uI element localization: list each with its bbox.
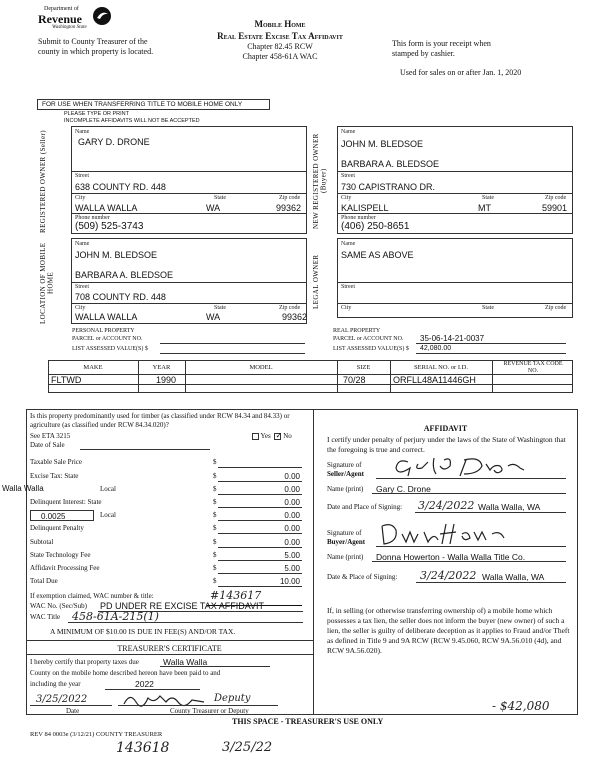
personal-assessed-line[interactable]: [160, 353, 305, 354]
seller-date-place-label: Date and Place of Signing:: [327, 503, 403, 511]
processing-fee-label: Affidavit Processing Fee: [30, 564, 100, 572]
chapter-refs: [240, 42, 320, 62]
seller-name-print-label: Name (print): [327, 485, 364, 493]
buyer-name-label: Name: [341, 129, 356, 135]
col-model-header: MODEL: [249, 364, 273, 371]
buyer-sig-label-2: Buyer/Agent: [327, 538, 366, 546]
legal-name-field[interactable]: SAME AS ABOVE: [341, 250, 414, 260]
taxable-sale-label: Taxable Sale Price: [30, 458, 82, 466]
seller-phone-field[interactable]: (509) 525-3743: [75, 221, 144, 232]
personal-parcel-line[interactable]: [160, 343, 305, 344]
minimum-note: A MINIMUM OF $10.00 IS DUE IN FEE(S) AND/OR TAX.: [50, 627, 236, 636]
buyer-date-place-label: Date & Place of Signing:: [327, 573, 398, 581]
seller-city-label: City: [75, 195, 86, 201]
seller-zip-field[interactable]: 99362: [276, 203, 302, 213]
treasurer-date[interactable]: 3/25/2022: [36, 694, 88, 705]
treasurer-county[interactable]: Walla Walla: [163, 657, 208, 667]
chapter-rcw: Chapter 82.45 RCW: [247, 42, 313, 51]
col-make-header: MAKE: [83, 364, 103, 371]
exemption-number[interactable]: #143617: [210, 589, 262, 602]
submit-line-2: county in which property is located.: [38, 47, 154, 56]
receipt-note: [392, 39, 491, 59]
logo-revenue-line: Revenue: [38, 12, 82, 26]
treasurer-use-only: THIS SPACE - TREASURER'S USE ONLY: [232, 717, 384, 726]
submit-line-1: Submit to County Treasurer of the: [38, 37, 148, 46]
treasurer-line-3: including the year: [30, 680, 81, 688]
real-assessed-label: LIST ASSESSED VALUE(S) $: [333, 346, 409, 352]
dor-logo: [38, 6, 118, 34]
buyer-zip-label: Zip code: [545, 195, 567, 201]
seller-name-field[interactable]: GARY D. DRONE: [78, 137, 150, 147]
delinquent-local-amount[interactable]: 0.00: [284, 511, 300, 520]
legal-name-label: Name: [341, 241, 356, 247]
incomplete-note: INCOMPLETE AFFIDAVITS WILL NOT BE ACCEPTED: [64, 118, 200, 124]
delinquent-state-label: Delinquent Interest: State: [30, 498, 102, 506]
seller-sign-date[interactable]: 3/24/2022: [418, 499, 475, 512]
real-parcel-label: PARCEL or ACCOUNT NO.: [333, 336, 404, 342]
col-size-header: SIZE: [356, 364, 371, 371]
date-of-sale-line[interactable]: [80, 449, 210, 450]
delinquent-local-label: Local: [100, 511, 116, 519]
buyer-state-field[interactable]: MT: [478, 203, 491, 213]
location-name-label: Name: [75, 241, 90, 247]
fraud-notice: If, in selling (or otherwise transferring ownership of) a mobile home which possesses a tax lien, the seller does not inform the buyer (new owner) of such a lien, the seller is guilty of deliberate deception as it applies to Fraud and/or Theft as defined in Title 9 and 9A RCW (RCW 9.45.060, RCW 9A.56.010 (4d), and RCW 9A.56.020).: [327, 606, 570, 655]
timber-options: [250, 432, 292, 440]
serial-cell[interactable]: ORFLL48A11446GH: [393, 375, 476, 385]
buyer-state-label: State: [482, 195, 494, 201]
delinquent-penalty-label: Delinquent Penalty: [30, 524, 84, 532]
buyer-name2-field[interactable]: BARBARA A. BLEDSOE: [341, 159, 440, 169]
affidavit-certify: I certify under penalty of perjury under the laws of the State of Washington that the foregoing is true and correct.: [327, 435, 566, 454]
affidavit-heading: AFFIDAVIT: [423, 424, 468, 433]
treasurer-heading: TREASURER'S CERTIFICATE: [117, 644, 222, 653]
real-parcel-field[interactable]: 35-06-14-21-0037: [420, 334, 485, 343]
seller-zip-label: Zip code: [279, 195, 301, 201]
personal-parcel-label: PARCEL or ACCOUNT NO.: [72, 336, 143, 342]
buyer-city-field[interactable]: KALISPELL: [341, 203, 389, 213]
buyer-signature[interactable]: [376, 520, 516, 548]
legal-city-label: City: [341, 305, 352, 311]
real-property-label: REAL PROPERTY: [333, 328, 381, 334]
seller-phone-label: Phone number: [75, 215, 110, 221]
tech-fee-amount[interactable]: 5.00: [284, 551, 300, 560]
exemption-label: If exemption claimed, WAC number & title:: [30, 592, 154, 600]
treasurer-deputy-hand: Deputy: [214, 693, 251, 704]
receipt-line-2: stamped by cashier.: [392, 49, 455, 58]
title-line-1: Mobile Home: [254, 19, 306, 29]
seller-sign-place[interactable]: Walla Walla, WA: [478, 502, 541, 512]
handwritten-date: 3/25/22: [222, 740, 273, 755]
delinquent-penalty-amount[interactable]: 0.00: [284, 524, 300, 533]
legal-street-label: Street: [341, 284, 355, 290]
buyer-zip-field[interactable]: 59901: [542, 203, 568, 213]
location-label: LOCATION OF MOBILE HOME: [39, 242, 55, 324]
size-cell[interactable]: 70/28: [343, 375, 366, 385]
location-street-label: Street: [75, 284, 89, 290]
buyer-name-print-label: Name (print): [327, 553, 364, 561]
buyer-name-print[interactable]: Donna Howerton - Walla Walla Title Co.: [376, 552, 526, 562]
buyer-sign-date[interactable]: 3/24/2022: [420, 569, 477, 582]
legal-state-label: State: [482, 305, 494, 311]
make-cell[interactable]: FLTWD: [51, 375, 82, 385]
logo-state-line: Washington State: [52, 25, 87, 30]
timber-no-label: No: [283, 432, 292, 440]
buyer-phone-label: Phone number: [341, 215, 376, 221]
col-year-header: YEAR: [152, 364, 171, 371]
chapter-wac: Chapter 458-61A WAC: [242, 52, 318, 61]
personal-property-label: PERSONAL PROPERTY: [72, 328, 135, 334]
form-title: [200, 18, 360, 42]
legal-owner-label: LEGAL OWNER: [312, 254, 320, 310]
location-city-field[interactable]: WALLA WALLA: [75, 312, 138, 322]
excise-local-label: Local: [100, 485, 116, 493]
location-state-field[interactable]: WA: [206, 312, 221, 322]
treasurer-year[interactable]: 2022: [135, 679, 154, 689]
seller-name-label: Name: [75, 129, 90, 135]
delinquent-state-amount[interactable]: 0.00: [284, 498, 300, 507]
local-rate-value: 0.0025: [41, 512, 66, 521]
seller-city-field[interactable]: WALLA WALLA: [75, 203, 138, 213]
taxable-sale-line[interactable]: [218, 467, 302, 468]
tech-fee-label: State Technology Fee: [30, 551, 91, 559]
seller-name-print[interactable]: Gary C. Drone: [376, 484, 431, 494]
logo-dept-line: Department of: [44, 6, 79, 12]
buyer-sig-label: [327, 529, 365, 547]
type-print-note: PLEASE TYPE OR PRINT: [64, 111, 130, 117]
legal-zip-label: Zip code: [545, 305, 567, 311]
seller-sig-label-1: Signature of: [327, 461, 362, 469]
local-name-overflow: Walla Walla: [2, 484, 44, 493]
treasurer-deputy-label: County Treasurer or Deputy: [170, 707, 249, 715]
timber-yes-checkbox[interactable]: [252, 433, 259, 440]
new-registered-owner-label: NEW REGISTERED OWNER (Buyer): [312, 133, 328, 229]
seller-sig-label: [327, 461, 364, 479]
location-city-label: City: [75, 305, 86, 311]
treasurer-line-1: I hereby certify that property taxes due: [30, 658, 139, 666]
location-street-field[interactable]: 708 COUNTY RD. 448: [75, 292, 166, 302]
personal-assessed-label: LIST ASSESSED VALUE(S) $: [72, 346, 148, 352]
wac-title-label: WAC Title: [30, 613, 61, 621]
wac-no-label: WAC No. (Sec/Sub): [30, 602, 87, 610]
processing-fee-amount[interactable]: 5.00: [284, 564, 300, 573]
registered-owner-label: REGISTERED OWNER (Seller): [39, 130, 47, 234]
seller-street-field[interactable]: 638 COUNTY RD. 448: [75, 182, 166, 192]
treasurer-line-2: County on the mobile home described hereon have been paid to and: [30, 669, 221, 677]
buyer-street-field[interactable]: 730 CAPISTRANO DR.: [341, 182, 436, 192]
buyer-phone-field[interactable]: (406) 250-8651: [341, 221, 410, 232]
timber-yes-label: Yes: [260, 432, 271, 440]
subtotal-amount[interactable]: 0.00: [284, 538, 300, 547]
buyer-name1-field[interactable]: JOHN M. BLEDSOE: [341, 139, 424, 149]
treasurer-date-label: Date: [66, 707, 80, 715]
buyer-sign-place[interactable]: Walla Walla, WA: [482, 572, 545, 582]
real-assessed-field[interactable]: 42,080.00: [420, 345, 452, 352]
total-due-label: Total Due: [30, 577, 58, 585]
location-name1-field[interactable]: JOHN M. BLEDSOE: [75, 250, 158, 260]
year-cell[interactable]: 1990: [156, 375, 177, 385]
col-taxcode-header: REVENUE TAX CODE NO.: [503, 361, 563, 374]
seller-state-field[interactable]: WA: [206, 203, 221, 213]
date-of-sale-label: Date of Sale: [30, 441, 65, 449]
total-due-amount[interactable]: 10.00: [279, 577, 300, 586]
buyer-city-label: City: [341, 195, 352, 201]
see-eta: See ETA 3215: [30, 432, 71, 440]
receipt-line-1: This form is your receipt when: [392, 39, 491, 48]
form-revision: REV 84 0003e (3/12/21) COUNTY TREASURER: [30, 731, 163, 738]
wac-no-strike: [207, 605, 302, 606]
transfer-banner: [37, 99, 270, 110]
location-zip-label: Zip code: [279, 305, 301, 311]
submit-instructions: [38, 37, 153, 57]
location-zip-field[interactable]: 99362: [282, 312, 308, 322]
excise-local-amount[interactable]: 0.00: [284, 485, 300, 494]
excise-state-amount[interactable]: 0.00: [284, 472, 300, 481]
wac-title-value[interactable]: 458-61A-215(1): [72, 610, 159, 623]
buyer-sig-label-1: Signature of: [327, 529, 362, 537]
excise-state-label: Excise Tax: State: [30, 472, 79, 480]
local-rate-box[interactable]: [30, 510, 94, 521]
handwritten-amount: - $42,080: [492, 699, 550, 713]
buyer-street-label: Street: [341, 173, 355, 179]
location-name2-field[interactable]: BARBARA A. BLEDSOE: [75, 270, 174, 280]
handwritten-number: 143618: [116, 740, 170, 756]
col-serial-header: SERIAL NO. or I.D.: [414, 364, 468, 371]
seller-signature[interactable]: [384, 454, 534, 480]
timber-question: Is this property predominantly used for timber (as classified under RCW 84.34 and 84.33) or agriculture (as classified under RCW 84.34.020)?: [30, 412, 290, 429]
timber-no-checkbox[interactable]: [274, 433, 281, 440]
subtotal-label: Subtotal: [30, 538, 54, 546]
transfer-banner-text: FOR USE WHEN TRANSFERRING TITLE TO MOBILE HOME ONLY: [42, 101, 243, 108]
dor-swoosh-icon: [92, 6, 112, 26]
used-for-note: Used for sales on or after Jan. 1, 2020: [400, 68, 522, 77]
seller-street-label: Street: [75, 173, 89, 179]
seller-state-label: State: [214, 195, 226, 201]
title-line-2: Real Estate Excise Tax Affidavit: [217, 31, 343, 41]
seller-sig-label-2: Seller/Agent: [327, 470, 364, 478]
wac-no-text: PD UNDER RE EXCISE TAX AFFIDAVIT: [100, 601, 265, 611]
location-state-label: State: [214, 305, 226, 311]
